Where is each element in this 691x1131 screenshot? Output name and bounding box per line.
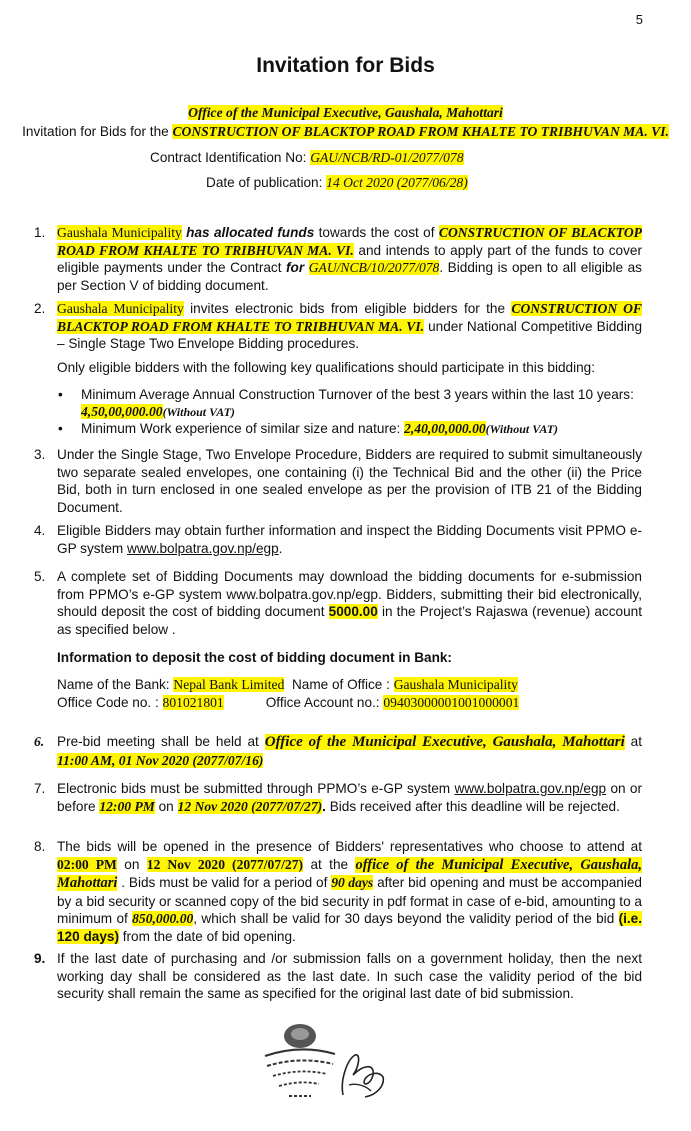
office-heading: Office of the Municipal Executive, Gaushala, Mahottari (188, 105, 503, 120)
signature (335, 1045, 390, 1105)
list-item: 9. If the last date of purchasing and /or submission falls on a government holiday, then the next working day shall be considered as the last date. In such case the validity period of the bid security shall remain the same as specified for the original last date of bid submission. (34, 951, 642, 1002)
invitation-line: Invitation for Bids for the CONSTRUCTION OF BLACKTOP ROAD FROM KHALTE TO TRIBHUVAN MA. VI. (22, 124, 669, 139)
contract-id-line: Contract Identification No: GAU/NCB/RD-01/2077/078 (150, 150, 464, 165)
list-item: 2. Gaushala Municipality invites electronic bids from eligible bidders for the CONSTRUCTION OF BLACKTOP ROAD FROM KHALTE TO TRIBHUVAN MA. VI. under National Competitive Bidding – Single Stage Two Envelope Bidding procedures. Only eligible bidders with the following key qualifications should participate in this bidding: (34, 301, 643, 375)
list-item: 1. Gaushala Municipality has allocated funds towards the cost of CONSTRUCTION OF BLACKTOP ROAD FROM KHALTE TO TRIBHUVAN MA. VI. and intends to apply part of the funds to cover eligible payments under the Contract for GAU/NCB/10/2077/078. Bidding is open to all eligible as per Section V of bidding document. (34, 225, 643, 293)
list-item: 6. Pre-bid meeting shall be held at Office of the Municipal Executive, Gaushala, Mahottari at 11:00 AM, 01 Nov 2020 (2077/07/16) (34, 734, 642, 768)
page-title: Invitation for Bids (256, 54, 435, 77)
bolpatra-link[interactable]: www.bolpatra.gov.np/egp (127, 540, 279, 556)
bolpatra-link[interactable]: www.bolpatra.gov.np/egp (454, 781, 607, 796)
page-number: 5 (635, 12, 643, 27)
list-item: 4. Eligible Bidders may obtain further information and inspect the Bidding Documents visit PPMO e-GP system www.bolpatra.gov.np/egp. (34, 523, 642, 556)
publication-date-line: Date of publication: 14 Oct 2020 (2077/06/28) (206, 175, 468, 190)
list-item: 7. Electronic bids must be submitted through PPMO’s e-GP system www.bolpatra.gov.np/egp on or before 12:00 PM on 12 Nov 2020 (2077/07/27). Bids received after this deadline will be rejected. (34, 781, 642, 814)
list-item: 8. The bids will be opened in the presence of Bidders' representatives who choose to attend at 02:00 PM on 12 Nov 2020 (2077/07/27) at the office of the Municipal Executive, Gaushala, Mahottari . Bids must be valid for a period of 90 days after bid opening and must be accompanied by a bid security or scanned copy of the bid security in pdf format in case of e-bid, amounting to a minimum of 850,000.00, which shall be valid for 30 days beyond the validity period of the bid (i.e. 120 days) from the date of bid opening. (34, 839, 643, 944)
list-item: 3. Under the Single Stage, Two Envelope Procedure, Bidders are required to submit simultaneously two separate sealed envelopes, one containing (i) the Technical Bid and the other (ii) the Price Bid, both in turn enclosed in one sealed envelope as per the provision of ITB 21 of the Bidding Document. (34, 447, 642, 515)
municipal-seal-stamp (255, 1016, 345, 1106)
list-item: • Minimum Work experience of similar size and nature: 2,40,00,000.00(Without VAT) (58, 421, 559, 436)
list-item: • Minimum Average Annual Construction Turnover of the best 3 years within the last 10 years: 4,50,00,000.00(Without VAT) (58, 387, 634, 419)
list-item: 5. A complete set of Bidding Documents may download the bidding documents for e-submission from PPMO’s e-GP system www.bolpatra.gov.np/egp. Bidders, submitting their bid electronically, should deposit the cost of bidding document 5000.00 in the Project’s Rajaswa (revenue) account as specified below . Information to deposit the cost of bidding document in Bank: Name of the Bank: Nepal Bank Limited Name of Office : Gaushala Municipality Office Code no. : 801021801 Office Account no.: 09403000001001000001 (34, 569, 642, 710)
